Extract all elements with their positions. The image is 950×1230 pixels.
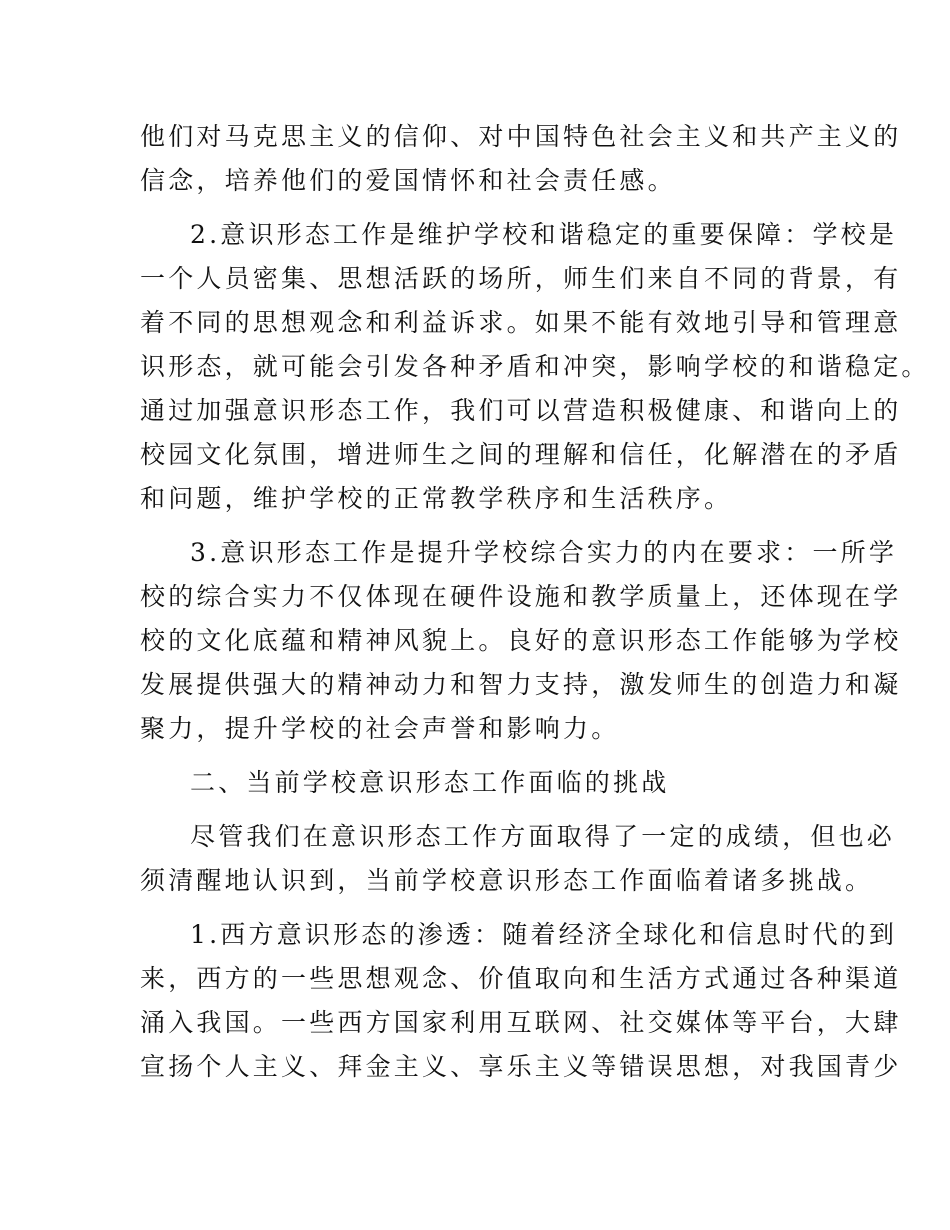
text-line: 校园文化氛围，增进师生之间的理解和信任，化解潜在的矛盾 [140,440,902,469]
paragraph-start-line: 1.西方意识形态的渗透：随着经济全球化和信息时代的到 [190,920,898,949]
text-line: 他们对马克思主义的信仰、对中国特色社会主义和共产主义的 [140,122,902,151]
text-line: 一个人员密集、思想活跃的场所，师生们来自不同的背景，有 [140,264,902,293]
text-line: 来，西方的一些思想观念、价值取向和生活方式通过各种渠道 [140,964,902,993]
paragraph-start-line: 2.意识形态工作是维护学校和谐稳定的重要保障：学校是 [190,220,898,249]
text-line: 校的综合实力不仅体现在硬件设施和教学质量上，还体现在学 [140,582,902,611]
paragraph-start-line: 尽管我们在意识形态工作方面取得了一定的成绩，但也必 [190,822,896,851]
text-line: 发展提供强大的精神动力和智力支持，激发师生的创造力和凝 [140,670,902,699]
text-line: 和问题，维护学校的正常教学秩序和生活秩序。 [140,484,733,513]
section-heading: 二、当前学校意识形态工作面临的挑战 [190,768,670,797]
text-line: 着不同的思想观念和利益诉求。如果不能有效地引导和管理意 [140,308,902,337]
text-line: 聚力，提升学校的社会声誉和影响力。 [140,714,620,743]
paragraph-start-line: 3.意识形态工作是提升学校综合实力的内在要求：一所学 [190,538,898,567]
text-line: 识形态，就可能会引发各种矛盾和冲突，影响学校的和谐稳定。 [140,352,930,381]
text-line: 须清醒地认识到，当前学校意识形态工作面临着诸多挑战。 [140,866,874,895]
text-line: 通过加强意识形态工作，我们可以营造积极健康、和谐向上的 [140,396,902,425]
text-line: 涌入我国。一些西方国家利用互联网、社交媒体等平台，大肆 [140,1008,902,1037]
text-line: 校的文化底蕴和精神风貌上。良好的意识形态工作能够为学校 [140,626,902,655]
text-line: 信念，培养他们的爱国情怀和社会责任感。 [140,166,676,195]
text-line: 宣扬个人主义、拜金主义、享乐主义等错误思想，对我国青少 [140,1052,902,1081]
